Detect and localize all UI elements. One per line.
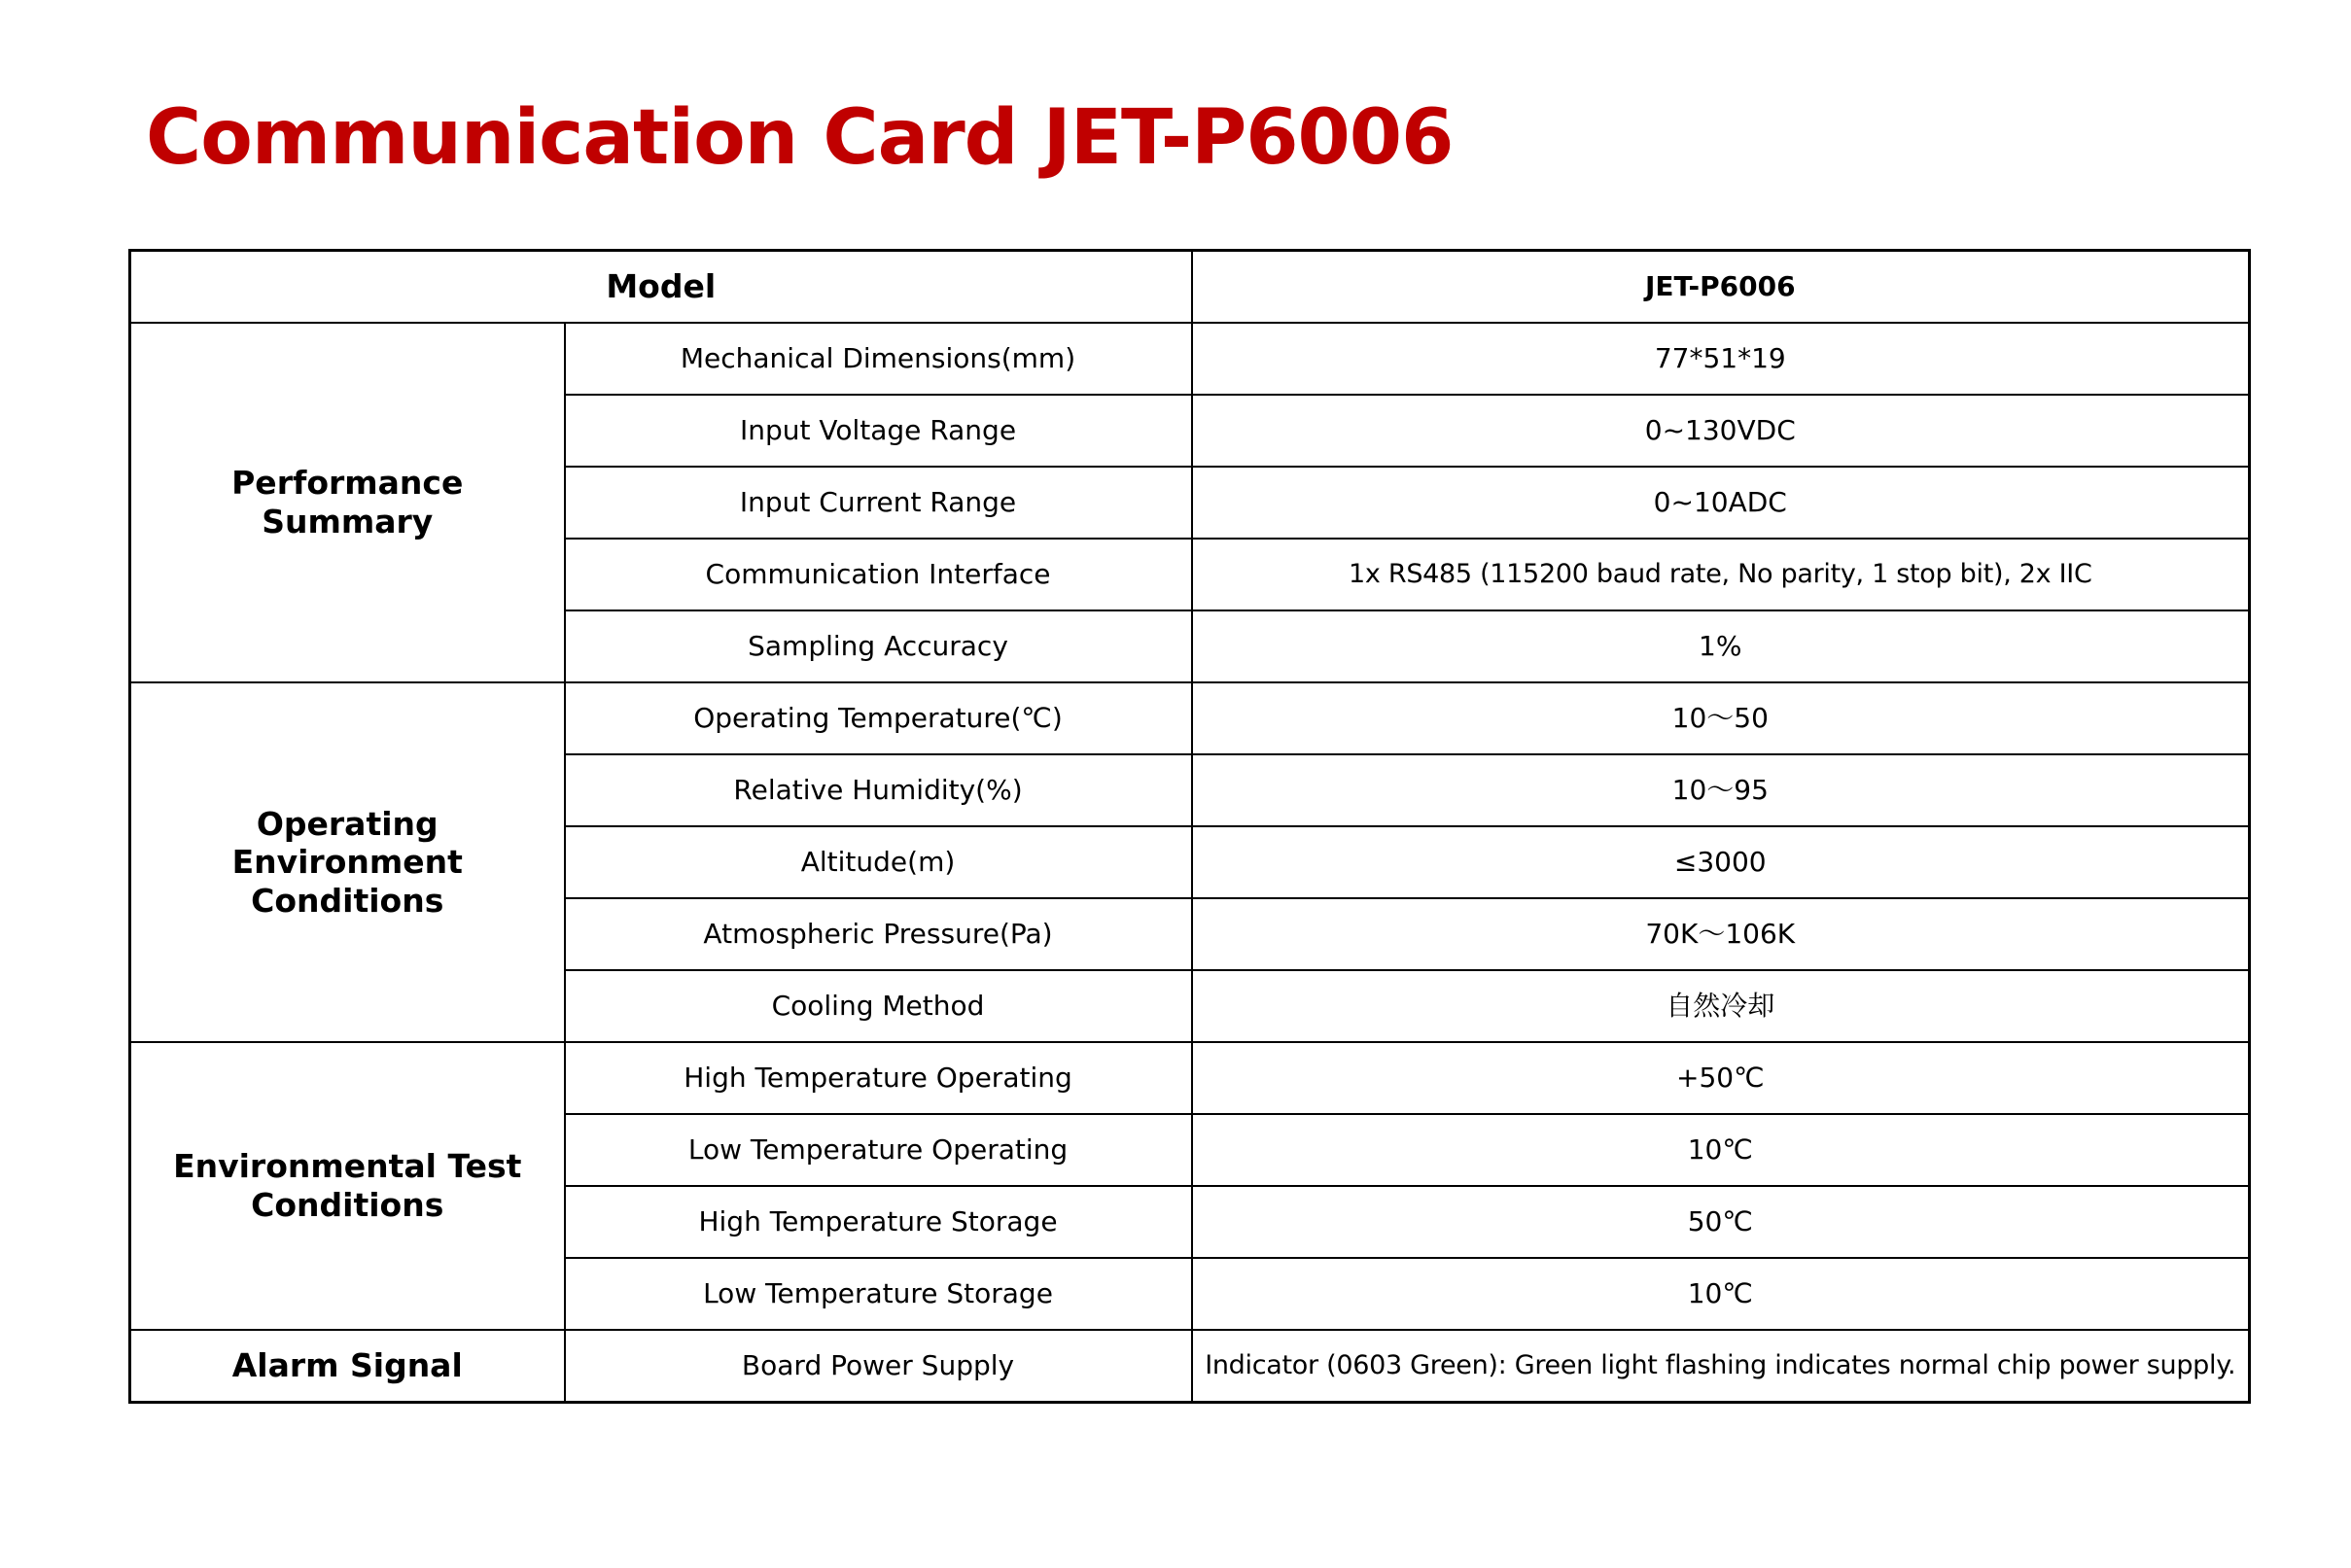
value-cell: 10℃ (1192, 1258, 2250, 1330)
table-row (130, 682, 2250, 754)
model-value: JET-P6006 (1192, 251, 2250, 324)
param-cell: Input Current Range (565, 467, 1192, 539)
value-cell: 1x RS485 (115200 baud rate, No parity, 1 stop bit), 2x IIC (1192, 539, 2250, 610)
table-row (130, 323, 2250, 395)
param-cell: Input Voltage Range (565, 395, 1192, 467)
param-cell: Cooling Method (565, 970, 1192, 1042)
param-cell: Relative Humidity(%) (565, 754, 1192, 826)
group-environmental-test: Environmental Test Conditions (130, 1042, 565, 1330)
table-row (130, 1330, 2250, 1403)
value-cell: 77*51*19 (1192, 323, 2250, 395)
value-cell: 自然冷却 (1192, 970, 2250, 1042)
value-cell: 1% (1192, 610, 2250, 682)
value-cell: +50℃ (1192, 1042, 2250, 1114)
group-operating-environment: Operating Environment Conditions (130, 682, 565, 1042)
param-cell: Mechanical Dimensions(mm) (565, 323, 1192, 395)
value-cell: 10℃ (1192, 1114, 2250, 1186)
value-cell: 10～95 (1192, 754, 2250, 826)
value-cell: 0~10ADC (1192, 467, 2250, 539)
param-cell: Low Temperature Operating (565, 1114, 1192, 1186)
value-cell: ≤3000 (1192, 826, 2250, 898)
group-performance-summary: Performance Summary (130, 323, 565, 682)
param-cell: Operating Temperature(℃) (565, 682, 1192, 754)
param-cell: Altitude(m) (565, 826, 1192, 898)
table-header-row (130, 251, 2250, 324)
param-cell: Board Power Supply (565, 1330, 1192, 1403)
value-cell: 0~130VDC (1192, 395, 2250, 467)
page-title: Communication Card JET-P6006 (146, 94, 1454, 182)
value-cell: 70K～106K (1192, 898, 2250, 970)
table-row (130, 1042, 2250, 1114)
param-cell: Atmospheric Pressure(Pa) (565, 898, 1192, 970)
group-alarm-signal: Alarm Signal (130, 1330, 565, 1403)
value-cell: 10～50 (1192, 682, 2250, 754)
value-cell: Indicator (0603 Green): Green light flashing indicates normal chip power supply. (1192, 1330, 2250, 1403)
value-cell: 50℃ (1192, 1186, 2250, 1258)
param-cell: Low Temperature Storage (565, 1258, 1192, 1330)
param-cell: Sampling Accuracy (565, 610, 1192, 682)
param-cell: High Temperature Operating (565, 1042, 1192, 1114)
model-label: Model (130, 251, 1192, 324)
spec-table (128, 249, 2251, 1404)
param-cell: High Temperature Storage (565, 1186, 1192, 1258)
param-cell: Communication Interface (565, 539, 1192, 610)
